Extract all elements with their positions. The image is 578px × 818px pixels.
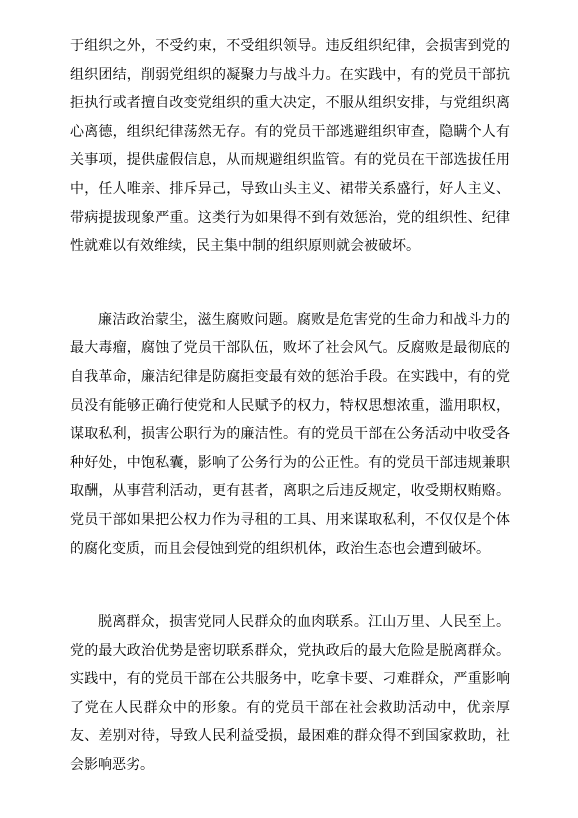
paragraph-gap [70,563,510,608]
paragraph-2: 廉洁政治蒙尘，滋生腐败问题。腐败是危害党的生命力和战斗力的最大毒瘤，腐蚀了党员干部队伍，败坏了社会风气。反腐败是最彻底的自我革命，廉洁纪律是防腐拒变最有效的惩治手段。在实践中，有的党员没有能够正确行使党和人民赋予的权力，特权思想浓重，滥用职权，谋取私利，损害公职行为的廉洁性。有的党员干部在公务活动中收受各种好处，中饱私囊，影响了公务行为的公正性。有的党员干部违规兼职取酬，从事营利活动，更有甚者，离职之后违反规定，收受期权贿赂。党员干部如果把公权力作为寻租的工具、用来谋取私利，不仅仅是个体的腐化变质，而且会侵蚀到党的组织机体，政治生态也会遭到破坏。 [70,311,510,557]
paragraph-gap [70,261,510,306]
paragraph-3: 脱离群众，损害党同人民群众的血肉联系。江山万里、人民至上。党的最大政治优势是密切联系群众，党执政后的最大危险是脱离群众。实践中，有的党员干部在公共服务中，吃拿卡要、刁难群众，严重影响了党在人民群众中的形象。有的党员干部在社会救助活动中，优亲厚友、差别对待，导致人民利益受损，最困难的群众得不到国家救助，社会影响恶劣。 [70,614,510,774]
document-body [70,32,510,780]
paragraph-1: 于组织之外，不受约束，不受组织领导。违反组织纪律，会损害到党的组织团结，削弱党组织的凝聚力与战斗力。在实践中，有的党员干部抗拒执行或者擅自改变党组织的重大决定，不服从组织安排，与党组织离心离德，组织纪律荡然无存。有的党员干部逃避组织审查，隐瞒个人有关事项，提供虚假信息，从而规避组织监管。有的党员在干部选拔任用中，任人唯亲、排斥异己，导致山头主义、裙带关系盛行，好人主义、带病提拔现象严重。这类行为如果得不到有效惩治，党的组织性、纪律性就难以有效维续，民主集中制的组织原则就会被破坏。 [70,38,510,255]
